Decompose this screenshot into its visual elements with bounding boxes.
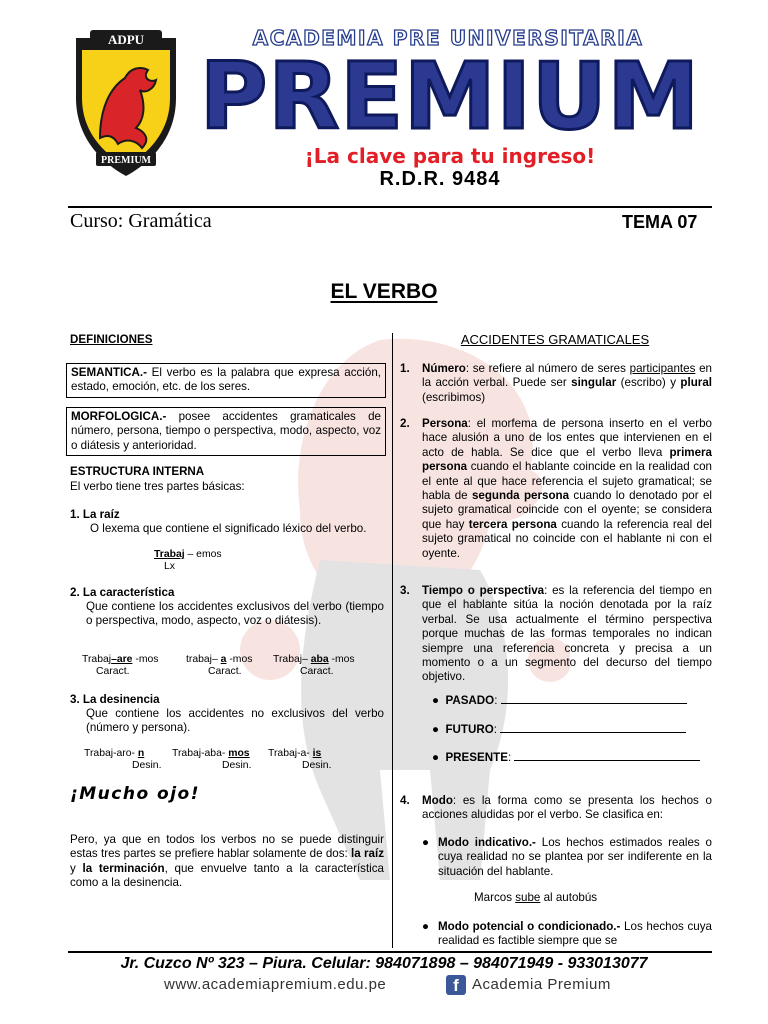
raiz-text: O lexema que contiene el significado léxico del verbo. <box>90 522 367 535</box>
desin-example-2: Trabaj-aba- mos <box>172 748 250 759</box>
indicativo-example: Marcos sube al autobús <box>474 891 598 904</box>
brand-title: PREMIUM <box>199 43 701 150</box>
modo-item: Modo: es la forma como se presenta los hechos o acciones aludidas por el verbo. Se clasifica en: <box>422 794 712 822</box>
bullet-icon: ● <box>432 723 446 736</box>
presente-line: ● PRESENTE: <box>432 751 700 765</box>
footer-divider <box>68 951 712 953</box>
morfologica-term: MORFOLOGICA.- <box>71 410 167 423</box>
desin-example-3: Trabaj-a- is <box>268 748 322 759</box>
bullet-icon: ● <box>432 751 446 764</box>
footer-address: Jr. Cuzco Nº 323 – Piura. Celular: 984071898 – 984071949 - 933013077 <box>120 955 648 972</box>
raiz-example-root: Trabaj <box>154 549 185 560</box>
caract-example-2: trabaj– a -mos <box>186 654 253 665</box>
caracteristica-text: Que contiene los accidentes exclusivos del verbo (tiempo o perspectiva, modo, aspecto, voz o diátesis). <box>86 600 384 628</box>
semantica-box <box>66 363 386 398</box>
pasado-line: ● PASADO: <box>432 694 687 708</box>
slogan: ¡La clave para tu ingreso! <box>304 144 596 168</box>
accidentes-heading: ACCIDENTES GRAMATICALES <box>460 332 650 347</box>
adpu-shield-logo <box>70 28 182 178</box>
persona-number: 2. <box>400 417 410 430</box>
facebook-link[interactable]: Academia Premium <box>472 976 611 993</box>
desinencia-text: Que contiene los accidentes no exclusivos del verbo (número y persona). <box>86 707 384 735</box>
shield-bottom-text: PREMIUM <box>101 155 151 166</box>
estructura-text: El verbo tiene tres partes básicas: <box>70 480 245 493</box>
rdr-number: R.D.R. 9484 <box>379 168 501 190</box>
bullet-icon: ● <box>432 694 446 707</box>
caract-example-2-label: Caract. <box>208 666 242 677</box>
website-link[interactable]: www.academiapremium.edu.pe <box>164 976 387 993</box>
facebook-icon[interactable]: f <box>446 975 466 995</box>
bullet-icon: ● <box>422 920 430 933</box>
raiz-example-rest: – emos <box>184 549 222 560</box>
mucho-ojo-heading: ¡Mucho ojo! <box>70 784 200 804</box>
pero-paragraph: Pero, ya que en todos los verbos no se puede distinguir estas tres partes se prefiere hablar solamente de dos: la raíz y la terminación, que envuelve tanto a la característica como a la desinencia. <box>70 833 385 890</box>
header-divider <box>68 206 712 208</box>
shield-top-text: ADPU <box>107 32 145 47</box>
academia-heading: ACADEMIA PRE UNIVERSITARIA <box>252 26 644 50</box>
caract-example-1: Trabaj–are -mos <box>82 654 159 665</box>
tiempo-item: Tiempo o perspectiva: es la referencia del tiempo en que el hablante sitúa la noción denotada por la raíz verbal. Se usa actualmente el término perspectiva porque muchas de las formas temporales no indican siempre una referencia concreta y precisa a un momento o a un segmento del decurso del tiempo objetivo. <box>422 584 712 684</box>
raiz-example <box>154 549 222 561</box>
tiempo-number: 3. <box>400 584 410 597</box>
caracteristica-title: 2. La característica <box>70 586 175 599</box>
tema-label: TEMA 07 <box>622 212 698 232</box>
bullet-icon: ● <box>422 836 430 849</box>
semantica-text: El verbo es la palabra que expresa acción, estado, emoción, etc. de los seres. <box>71 366 381 394</box>
desin-example-2-label: Desin. <box>222 760 252 771</box>
caract-example-1-label: Caract. <box>96 666 130 677</box>
persona-item: Persona: el morfema de persona inserto en el verbo hace alusión a uno de los entes que intervienen en el acto de habla. Se dice que el verbo lleva primera persona cuando el hablante coincide en la realidad con el ente al que hace referencia el sujeto gramatical; se habla de segunda persona cuando lo denotado por el sujeto gramatical coincide con el oyente; se considera que hay tercera persona cuando la referencia real del sujeto gramatical no coincide con el hablante ni con el oyente. <box>422 417 712 560</box>
desin-example-1-label: Desin. <box>132 760 162 771</box>
caract-example-3-label: Caract. <box>300 666 334 677</box>
column-divider <box>392 333 393 948</box>
raiz-title: 1. La raíz <box>70 508 120 521</box>
semantica-term: SEMANTICA.- <box>71 366 147 379</box>
indicativo-item: Modo indicativo.- Los hechos estimados reales o cuya realidad no se plantea por ser indiferente en la situación del hablante. <box>438 836 712 878</box>
futuro-line: ● FUTURO: <box>432 723 686 737</box>
desin-example-1: Trabaj-aro- n <box>84 748 145 759</box>
raiz-example-label: Lx <box>164 561 175 572</box>
desin-example-3-label: Desin. <box>302 760 332 771</box>
potencial-item: Modo potencial o condicionado.- Los hechos cuya realidad es factible siempre que se <box>438 920 712 948</box>
numero-number: 1. <box>400 362 410 375</box>
caract-example-3: Trabaj– aba -mos <box>273 654 355 665</box>
morfologica-text: posee accidentes gramaticales de número, persona, tiempo o perspectiva, modo, aspecto, voz o diátesis y anterioridad. <box>71 410 381 452</box>
desinencia-title: 3. La desinencia <box>70 693 160 706</box>
modo-number: 4. <box>400 794 410 807</box>
estructura-heading: ESTRUCTURA INTERNA <box>70 465 205 478</box>
page-title: EL VERBO <box>330 280 438 303</box>
course-label: Curso: Gramática <box>70 210 212 232</box>
numero-item: Número: se refiere al número de seres participantes en la acción verbal. Puede ser singular (escribo) y plural (escribimos) <box>422 362 712 404</box>
morfologica-box <box>66 407 386 456</box>
definiciones-heading: DEFINICIONES <box>70 333 153 346</box>
